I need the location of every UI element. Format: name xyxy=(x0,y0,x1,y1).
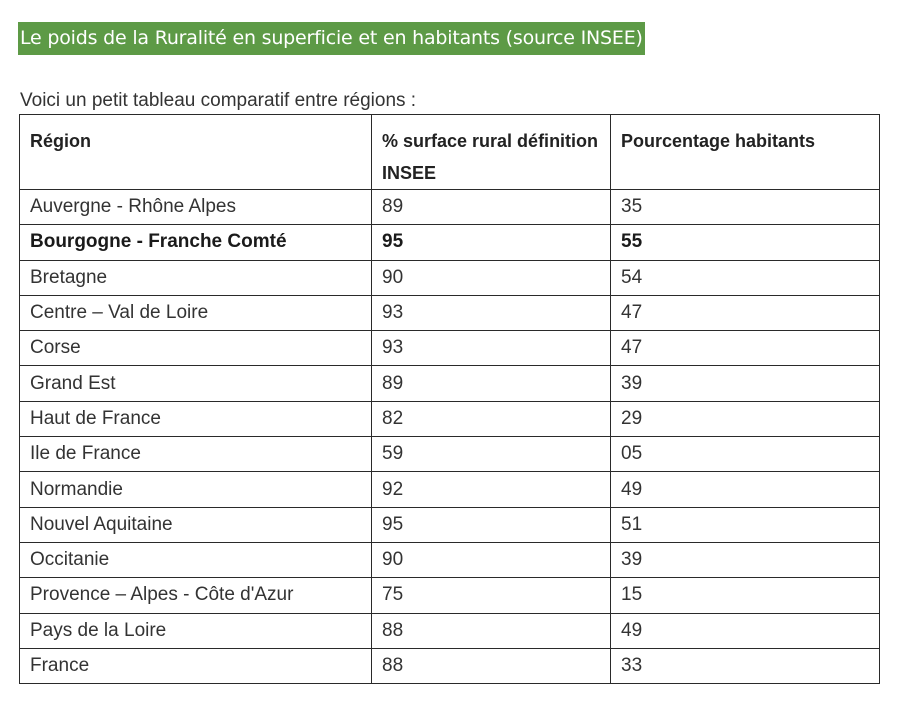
cell-surface: 95 xyxy=(372,225,611,260)
cell-region: Haut de France xyxy=(20,401,372,436)
table-row xyxy=(20,542,880,577)
cell-habitants: 39 xyxy=(611,542,880,577)
cell-habitants: 54 xyxy=(611,260,880,295)
header-region: Région xyxy=(20,115,372,190)
cell-surface: 95 xyxy=(372,507,611,542)
header-surface: % surface rural définition INSEE xyxy=(372,115,611,190)
cell-habitants: 15 xyxy=(611,578,880,613)
cell-surface: 82 xyxy=(372,401,611,436)
cell-region: Provence – Alpes - Côte d'Azur xyxy=(20,578,372,613)
table-row xyxy=(20,190,880,225)
cell-region: Normandie xyxy=(20,472,372,507)
table-row xyxy=(20,648,880,683)
cell-surface: 90 xyxy=(372,260,611,295)
table-row xyxy=(20,331,880,366)
cell-surface: 89 xyxy=(372,366,611,401)
cell-habitants: 29 xyxy=(611,401,880,436)
cell-surface: 88 xyxy=(372,613,611,648)
cell-habitants: 33 xyxy=(611,648,880,683)
cell-surface: 59 xyxy=(372,437,611,472)
table-row xyxy=(20,260,880,295)
cell-habitants: 35 xyxy=(611,190,880,225)
table-header-row xyxy=(20,115,880,190)
cell-surface: 75 xyxy=(372,578,611,613)
cell-region: Centre – Val de Loire xyxy=(20,295,372,330)
table-row xyxy=(20,613,880,648)
cell-region: Grand Est xyxy=(20,366,372,401)
table-row xyxy=(20,295,880,330)
cell-habitants: 49 xyxy=(611,472,880,507)
table-row xyxy=(20,437,880,472)
comparison-table xyxy=(19,114,880,684)
cell-region: Ile de France xyxy=(20,437,372,472)
table-row xyxy=(20,578,880,613)
cell-surface: 90 xyxy=(372,542,611,577)
cell-habitants: 49 xyxy=(611,613,880,648)
cell-surface: 89 xyxy=(372,190,611,225)
cell-region: Auvergne - Rhône Alpes xyxy=(20,190,372,225)
cell-region: Occitanie xyxy=(20,542,372,577)
table-row xyxy=(20,401,880,436)
table-row xyxy=(20,366,880,401)
cell-habitants: 39 xyxy=(611,366,880,401)
page-title-text: Le poids de la Ruralité en superficie et en habitants (source INSEE) xyxy=(20,27,643,49)
cell-habitants: 47 xyxy=(611,331,880,366)
table-row xyxy=(20,507,880,542)
cell-region: Pays de la Loire xyxy=(20,613,372,648)
cell-habitants: 05 xyxy=(611,437,880,472)
table-row-highlighted xyxy=(20,225,880,260)
cell-region: France xyxy=(20,648,372,683)
cell-region: Bretagne xyxy=(20,260,372,295)
cell-habitants: 55 xyxy=(611,225,880,260)
intro-text: Voici un petit tableau comparatif entre régions : xyxy=(20,90,417,111)
cell-surface: 88 xyxy=(372,648,611,683)
header-habitants: Pourcentage habitants xyxy=(611,115,880,190)
cell-habitants: 51 xyxy=(611,507,880,542)
page-title xyxy=(18,22,645,55)
cell-surface: 92 xyxy=(372,472,611,507)
table-row xyxy=(20,472,880,507)
cell-surface: 93 xyxy=(372,295,611,330)
cell-region: Corse xyxy=(20,331,372,366)
cell-region: Bourgogne - Franche Comté xyxy=(20,225,372,260)
cell-region: Nouvel Aquitaine xyxy=(20,507,372,542)
cell-habitants: 47 xyxy=(611,295,880,330)
cell-surface: 93 xyxy=(372,331,611,366)
